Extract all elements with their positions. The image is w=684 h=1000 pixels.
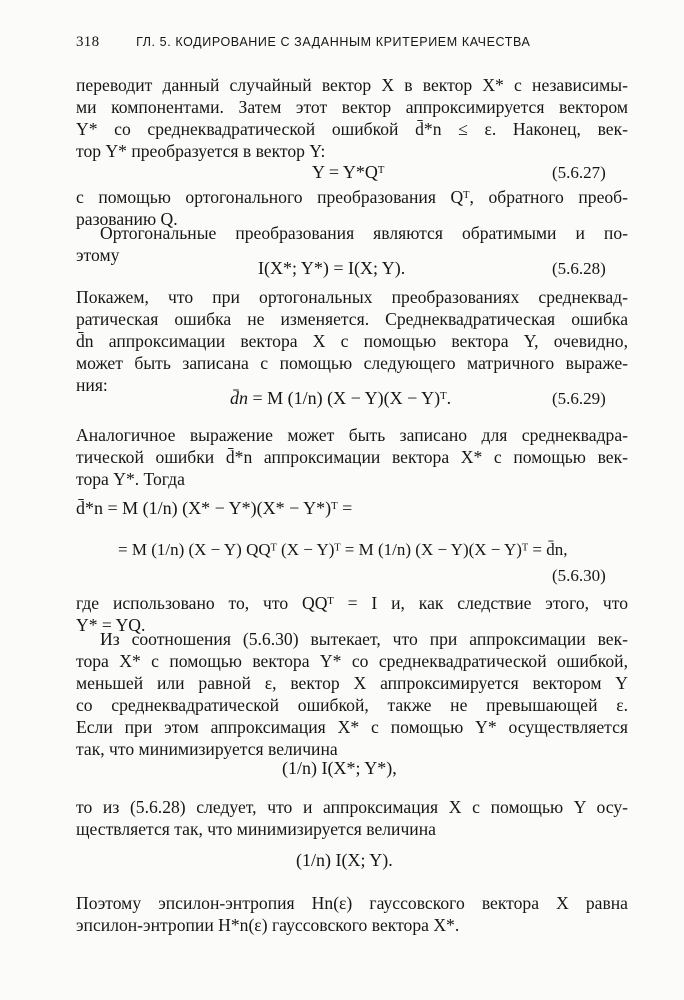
- text-line: тор Y* преобразуется в вектор Y:: [76, 141, 326, 161]
- paragraph-9: [76, 892, 628, 936]
- equation-mutual-info-star: (1/n) I(X*; Y*),: [282, 758, 397, 778]
- text-line: где использовано то, что QQᵀ = I и, как следствие этого, что: [76, 593, 628, 613]
- text-line: d̄n аппроксимации вектора X с помощью вектора Y, очевидно,: [76, 331, 628, 351]
- equation-rhs: = M (1/n) (X − Y)(X − Y)ᵀ.: [252, 388, 452, 408]
- running-title: ГЛ. 5. КОДИРОВАНИЕ С ЗАДАННЫМ КРИТЕРИЕМ КАЧЕСТВА: [136, 35, 531, 49]
- text-line: ми компонентами. Затем этот вектор аппроксимируется вектором: [76, 97, 628, 117]
- text-line: этому: [76, 245, 120, 265]
- equation-5-6-27: Y = Y*Qᵀ: [312, 162, 385, 182]
- text-line: тора Y*. Тогда: [76, 469, 185, 489]
- equation-number: (5.6.29): [552, 389, 606, 408]
- paragraph-8: [76, 796, 628, 840]
- text-line: так, что минимизируется величина: [76, 739, 338, 759]
- text-line: может быть записана с помощью следующего матричного выраже-: [76, 353, 628, 373]
- text-line: Ортогональные преобразования являются обратимыми и по-: [100, 223, 628, 243]
- text-line: с помощью ортогонального преобразования Qᵀ, обратного преоб-: [76, 187, 628, 207]
- equation-5-6-30-line-1: d̄*n = M (1/n) (X* − Y*)(X* − Y*)ᵀ =: [76, 498, 353, 518]
- text-line: тической ошибки d̄*n аппроксимации вектора X* с помощью век-: [76, 447, 628, 467]
- equation-5-6-30-line-2: = M (1/n) (X − Y) QQᵀ (X − Y)ᵀ = M (1/n) (X − Y)(X − Y)ᵀ = d̄n,: [118, 540, 568, 559]
- equation-lhs: d̄n: [230, 388, 248, 408]
- equation-number: (5.6.28): [552, 259, 606, 278]
- text-line: Аналогичное выражение может быть записано для среднеквадра-: [76, 425, 628, 445]
- page-number: 318: [76, 34, 100, 50]
- text-line: Поэтому эпсилон-энтропия Hn(ε) гауссовского вектора X равна: [76, 893, 628, 913]
- page-header: [76, 34, 636, 51]
- paragraph-4: [76, 286, 628, 396]
- text-line: Если при этом аппроксимация X* с помощью Y* осуществляется: [76, 717, 628, 737]
- paragraph-7: [76, 628, 628, 760]
- equation-mutual-info: (1/n) I(X; Y).: [296, 850, 393, 870]
- paragraph-5: [76, 424, 628, 490]
- paragraph-1: [76, 74, 628, 162]
- text-line: ратическая ошибка не изменяется. Среднеквадратическая ошибка: [76, 309, 628, 329]
- text-line: разованию Q.: [76, 209, 178, 229]
- equation-number: (5.6.30): [552, 566, 606, 585]
- equation-5-6-29: [230, 388, 451, 409]
- text-line: ществляется так, что минимизируется величина: [76, 819, 436, 839]
- text-line: со среднеквадратической ошибкой, также не превышающей ε.: [76, 695, 628, 715]
- text-line: переводит данный случайный вектор X в вектор X* с независимы-: [76, 75, 628, 95]
- equation-5-6-28: I(X*; Y*) = I(X; Y).: [258, 258, 406, 278]
- text-line: то из (5.6.28) следует, что и аппроксимация X с помощью Y осу-: [76, 797, 628, 817]
- text-line: меньшей или равной ε, вектор X аппроксимируется вектором Y: [76, 673, 628, 693]
- text-line: эпсилон-энтропии H*n(ε) гауссовского вектора X*.: [76, 915, 460, 935]
- text-line: Y* со среднеквадратической ошибкой d̄*n ≤ ε. Наконец, век-: [76, 119, 628, 139]
- equation-number: (5.6.27): [552, 163, 606, 182]
- text-line: Y* = YQ.: [76, 615, 146, 635]
- text-line: ния:: [76, 375, 108, 395]
- text-line: Покажем, что при ортогональных преобразованиях среднеквад-: [76, 287, 628, 307]
- text-line: тора X* с помощью вектора Y* со среднеквадратической ошибкой,: [76, 651, 628, 671]
- text-line: Из соотношения (5.6.30) вытекает, что при аппроксимации век-: [100, 629, 628, 649]
